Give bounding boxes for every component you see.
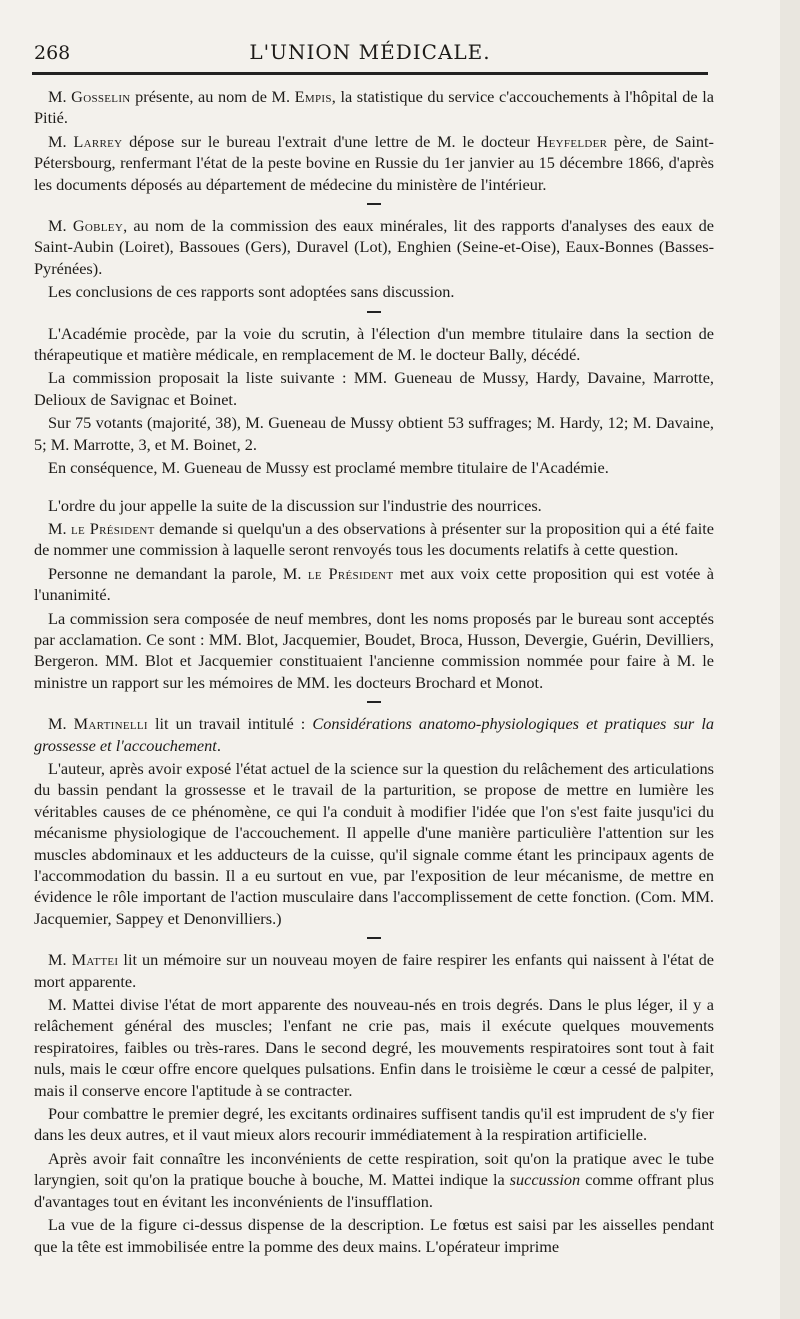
running-title: L'UNION MÉDICALE. [249,40,491,64]
person-name: le Président [307,563,394,583]
paragraph: L'ordre du jour appelle la suite de la discussion sur l'industrie des nourrices. [48,495,542,515]
person-name: Martinelli [73,714,148,734]
paragraph: Après avoir fait connaître les inconvénients de cette respiration, soit qu'on la pratique avec le tube laryngien, soit qu'on la pratique bouche à bouche, M. Mattei indique la succussion comme offrant plus d'avantages tout en évitant les inconvénients de l'insufflation. [34,1148,714,1211]
paragraph: M. Mattei divise l'état de mort apparente des nouveau-nés en trois degrés. Dans le plus léger, il y a relâchement général des muscles; l'enfant ne crie pas, mais il exécute quelques mouvements respiratoires, faibles ou très-rares. Dans le second degré, les mouvements respiratoires sont tout à fait nuls, mais le cœur offre encore quelques pulsations. Enfin dans le troisième le cœur a cessé de palpiter, mais il conserve encore l'aptitude à se contracter. [34,995,714,1100]
paragraph: Personne ne demandant la parole, M. le Président met aux voix cette proposition qui est votée à l'unanimité. [34,563,715,605]
person-name: Heyfelder [536,131,608,151]
person-name: Empis [294,87,332,106]
page-header [30,36,710,66]
paragraph: Pour combattre le premier degré, les excitants ordinaires suffisent tandis qu'il est imprudent de s'y fier dans les deux autres, et il vaut mieux alors recourir immédiatement à la respiration artificielle. [34,1104,714,1145]
spacer [34,481,714,495]
section-separator [367,701,381,703]
paragraph: M. Gobley, au nom de la commission des eaux minérales, lit des rapports d'analyses des eaux de Saint-Aubin (Loiret), Bassoues (Gers), Duravel (Lot), Enghien (Seine-et-Oise), Eaux-Bonnes (Basses-Pyrénées). [34,216,714,278]
person-name: Larrey [73,131,123,151]
paragraph: M. Larrey dépose sur le bureau l'extrait d'une lettre de M. le docteur Heyfelder père, de Saint-Pétersbourg, renfermant l'état de la peste bovine en Russie du 1er janvier au 15 décembre 1866, d'après les documents déposés au département de médecine du ministère de l'intérieur. [34,131,714,194]
section-separator [367,937,381,939]
section-separator [367,203,381,205]
work-title: Considérations anatomo-physiologiques et pratiques sur la grossesse et l'accouchement [34,714,714,755]
section-separator [367,311,381,313]
emphasized-word: succussion [509,1170,581,1190]
paragraph: M. le Président demande si quelqu'un a des observations à présenter sur la proposition qui a été faite de nommer une commission à laquelle seront renvoyés tous les documents relatifs à cette question. [34,518,714,560]
paragraph: En conséquence, M. Gueneau de Mussy est proclamé membre titulaire de l'Académie. [48,458,609,478]
page-number: 268 [34,42,71,64]
paragraph: La vue de la figure ci-dessus dispense de la description. Le fœtus est saisi par les aisselles pendant que la tête est immobilisée entre la pomme des deux mains. L'opérateur imprime [34,1215,714,1256]
paragraph: Les conclusions de ces rapports sont adoptées sans discussion. [48,282,455,302]
article-body [34,86,714,1259]
person-name: le Président [70,518,155,538]
header-rule [32,72,708,75]
paragraph: L'auteur, après avoir exposé l'état actuel de la science sur la question du relâchement des articulations du bassin pendant la grossesse et le travail de la parturition, se propose de mettre en lumière les véritables causes de ce phénomène, ce qui l'a conduit à modifier l'idée que l'on s'est faite jusqu'ici du mécanisme physiologique de l'accouchement. Il appelle d'une manière particulière l'attention sur les muscles abdominaux et les adducteurs de la cuisse, qu'il signale comme étant les principaux agents de l'accommodation du bassin. Il a eu surtout en vue, par l'exposition de leur mécanisme, de mettre en évidence le rôle important de l'action musculaire dans l'accomplissement de cette fonction. (Com. MM. Jacquemier, Sappey et Denonvilliers.) [34,758,714,928]
person-name: Gobley [72,216,124,236]
paragraph: La commission proposait la liste suivante : MM. Gueneau de Mussy, Hardy, Davaine, Marrotte, Delioux de Savignac et Boinet. [34,368,714,409]
paragraph: Sur 75 votants (majorité, 38), M. Gueneau de Mussy obtient 53 suffrages; M. Hardy, 12; M. Davaine, 5; M. Marrotte, 3, et M. Boinet, 2. [34,413,714,454]
paragraph: M. Martinelli lit un travail intitulé : Considérations anatomo-physiologiques et pratiques sur la grossesse et l'accouchement. [34,714,714,755]
paragraph: M. Gosselin présente, au nom de M. Empis, la statistique du service c'accouchements à l'hôpital de la Pitié. [34,87,715,128]
person-name: Mattei [71,950,119,970]
person-name: Gosselin [71,87,131,106]
paragraph: M. Mattei lit un mémoire sur un nouveau moyen de faire respirer les enfants qui naissent à l'état de mort apparente. [34,950,714,991]
paragraph: La commission sera composée de neuf membres, dont les noms proposés par le bureau sont acceptés par acclamation. Ce sont : MM. Blot, Jacquemier, Boudet, Broca, Husson, Devergie, Guérin, Devilliers, Bergeron. MM. Blot et Jacquemier constituaient l'ancienne commission nommée pour faire à M. le ministre un rapport sur les mémoires de MM. les docteurs Brochard et Monot. [34,608,714,692]
paragraph: L'Académie procède, par la voie du scrutin, à l'élection d'un membre titulaire dans la section de thérapeutique et matière médicale, en remplacement de M. le docteur Bally, décédé. [34,323,714,365]
